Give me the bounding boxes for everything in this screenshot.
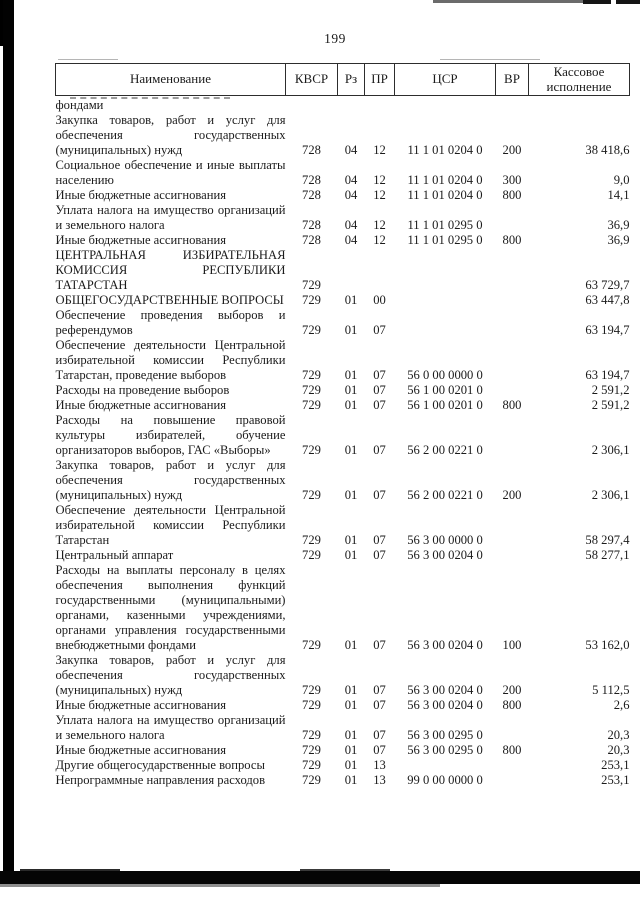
cell-vr: 800 [502,698,522,712]
cell-rz [338,96,365,114]
scan-artifact-top-right-streak [433,0,583,3]
cell-name: Другие общегосударственные вопросы [55,758,265,772]
cell-cash: 253,1 [601,773,630,787]
table-row [56,113,630,158]
cell-csr: 56 3 00 0204 0 [407,698,483,712]
table-row [56,413,630,458]
scan-artifact-top-right-streak [616,0,640,4]
page-number: 199 [324,31,346,46]
cell-pr: 07 [373,533,386,547]
cell-pr: 07 [373,698,386,712]
cell-cash: 63 194,7 [585,323,630,337]
cell-name: Обеспечение деятельности Центральной избирательной комиссии Республики Татарстан [55,503,286,547]
cell-pr: 12 [373,218,386,232]
cell-pr: 07 [373,638,386,652]
cell-name: фондами [55,98,104,112]
cell-csr: 99 0 00 0000 0 [407,773,483,787]
table-row [56,548,630,563]
cell-name: ОБЩЕГОСУДАРСТВЕННЫЕ ВОПРОСЫ [55,293,284,307]
cell-vr [496,203,529,233]
cell-cash: 2 591,2 [591,383,630,397]
cell-cash: 38 418,6 [585,143,630,157]
cell-name: Закупка товаров, работ и услуг для обеспечения государственных (муниципальных) нужд [55,653,286,697]
cell-pr: 07 [373,728,386,742]
cell-kvsr: 728 [302,233,321,247]
cell-pr: 07 [373,323,386,337]
column-header-csr: ЦСР [395,64,496,96]
table-row [56,203,630,233]
table-row [56,458,630,503]
cell-cash: 53 162,0 [585,638,630,652]
table-header-row [56,64,630,96]
table-row [56,713,630,743]
cell-rz: 01 [344,368,358,382]
cell-rz: 04 [344,233,358,247]
cell-vr: 200 [502,143,522,157]
cell-name: Закупка товаров, работ и услуг для обеспечения государственных (муниципальных) нужд [55,113,286,157]
cell-rz: 01 [344,323,358,337]
cell-vr [496,503,529,548]
cell-vr: 100 [502,638,522,652]
cell-kvsr: 728 [302,188,321,202]
cell-csr: 11 1 01 0204 0 [407,188,483,202]
cell-csr: 56 3 00 0295 0 [407,728,483,742]
cell-vr [496,383,529,398]
column-header-pr: ПР [365,64,395,96]
cell-cash: 20,3 [607,743,630,757]
cell-cash: 36,9 [607,233,630,247]
cell-kvsr [286,96,338,114]
cell-kvsr: 729 [302,743,321,757]
cell-rz: 01 [344,743,358,757]
cell-vr [496,758,529,773]
cell-pr: 12 [373,233,386,247]
cell-csr: 56 0 00 0000 0 [407,368,483,382]
budget-table [55,63,630,788]
column-header-rz: Рз [338,64,365,96]
cell-name: Уплата налога на имущество организаций и земельного налога [55,203,286,232]
column-header-name: Наименование [56,64,286,96]
cell-kvsr: 729 [302,278,321,292]
cell-pr: 07 [373,383,386,397]
cell-vr: 200 [502,683,522,697]
cell-name: Непрограммные направления расходов [55,773,266,787]
cell-csr: 11 1 01 0295 0 [407,218,483,232]
table-row [56,503,630,548]
cell-csr: 11 1 01 0204 0 [407,143,483,157]
cell-kvsr: 729 [302,683,321,697]
table-row [56,743,630,758]
cell-rz: 01 [344,548,358,562]
cell-vr: 800 [502,188,522,202]
cell-cash: 14,1 [607,188,630,202]
table-row [56,758,630,773]
cell-cash: 5 112,5 [592,683,630,697]
cell-csr [395,308,496,338]
cell-pr [365,248,395,293]
cell-kvsr: 729 [302,488,321,502]
cell-csr [395,96,496,114]
cell-cash: 63 447,8 [585,293,630,307]
cell-pr [365,96,395,114]
cell-pr: 07 [373,548,386,562]
cell-kvsr: 729 [302,728,321,742]
cell-cash: 2 306,1 [591,443,630,457]
table-row [56,653,630,698]
cell-pr: 07 [373,743,386,757]
cell-kvsr: 729 [302,323,321,337]
scan-artifact-ghost-line [58,59,118,60]
cell-rz: 04 [344,173,358,187]
cell-csr: 56 3 00 0204 0 [407,683,483,697]
cell-csr: 56 3 00 0204 0 [407,548,483,562]
cell-name: Обеспечение деятельности Центральной избирательной комиссии Республики Татарстан, проведение выборов [55,338,286,382]
cell-name: Обеспечение проведения выборов и референдумов [55,308,286,337]
cell-name: Иные бюджетные ассигнования [55,398,227,412]
cell-kvsr: 728 [302,218,321,232]
cell-rz: 01 [344,398,358,412]
scan-artifact-bottom-nub [300,869,390,871]
cell-kvsr: 729 [302,293,321,307]
cell-vr [496,248,529,293]
cell-pr: 00 [373,293,386,307]
table-row [56,773,630,788]
cell-vr [496,308,529,338]
table-row [56,338,630,383]
table-row [56,563,630,653]
cell-cash: 58 297,4 [585,533,630,547]
cell-name: Иные бюджетные ассигнования [55,698,227,712]
cell-name: Иные бюджетные ассигнования [55,233,227,247]
cell-csr: 56 1 00 0201 0 [407,398,483,412]
cell-name: Центральный аппарат [55,548,174,562]
table-row [56,96,630,114]
cell-cash: 9,0 [613,173,630,187]
cell-kvsr: 729 [302,548,321,562]
cell-csr: 56 3 00 0000 0 [407,533,483,547]
cell-cash: 2 591,2 [591,398,630,412]
cell-cash: 2,6 [613,698,630,712]
cell-pr: 07 [373,488,386,502]
cell-csr: 56 2 00 0221 0 [407,488,483,502]
cell-vr [496,338,529,383]
scan-artifact-top-right-streak [583,0,611,4]
cell-kvsr: 729 [302,533,321,547]
cell-rz: 01 [344,728,358,742]
cell-vr: 300 [502,173,522,187]
cell-name: Иные бюджетные ассигнования [55,743,227,757]
cell-kvsr: 729 [302,398,321,412]
cell-kvsr: 729 [302,773,321,787]
cell-rz: 01 [344,758,358,772]
cell-cash: 63 194,7 [585,368,630,382]
cell-rz: 01 [344,698,358,712]
cell-kvsr: 729 [302,443,321,457]
cell-rz: 01 [344,683,358,697]
cell-rz: 01 [344,383,358,397]
cell-cash: 20,3 [607,728,630,742]
cell-vr: 800 [502,398,522,412]
table-row [56,698,630,713]
cell-kvsr: 729 [302,368,321,382]
cell-pr: 07 [373,683,386,697]
cell-csr: 11 1 01 0204 0 [407,173,483,187]
cell-vr [496,413,529,458]
cell-rz: 04 [344,218,358,232]
table-row [56,293,630,308]
cell-csr: 11 1 01 0295 0 [407,233,483,247]
scan-artifact-left-corner-block [0,0,13,46]
cell-pr: 12 [373,143,386,157]
cell-cash: 63 729,7 [585,278,630,292]
cell-name: Расходы на проведение выборов [55,383,230,397]
scan-artifact-bottom-gray-line [0,884,440,887]
cell-kvsr: 729 [302,698,321,712]
cell-csr: 56 2 00 0221 0 [407,443,483,457]
table-row [56,233,630,248]
cell-vr: 800 [502,233,522,247]
cell-pr: 07 [373,398,386,412]
cell-vr [496,713,529,743]
cell-rz: 01 [344,293,358,307]
cell-name: Расходы на повышение правовой культуры избирателей, обучение организаторов выборов, ГАС «Выборы» [55,413,286,457]
cell-name: Расходы на выплаты персоналу в целях обеспечения выполнения функций государственными (муниципальными) органами, казенными учреждениями, органами управления государственными внебюджетными фондами [55,563,286,652]
scan-artifact-bottom-nub [20,869,120,871]
cell-csr [395,293,496,308]
cell-cash [529,96,630,114]
cell-kvsr: 729 [302,383,321,397]
cell-kvsr: 728 [302,173,321,187]
cell-cash: 2 306,1 [591,488,630,502]
cell-vr [496,548,529,563]
cell-rz [338,248,365,293]
cell-csr: 56 3 00 0295 0 [407,743,483,757]
scan-artifact-ghost-line [440,59,540,60]
cell-cash: 58 277,1 [585,548,630,562]
cell-rz: 04 [344,143,358,157]
cell-csr [395,248,496,293]
column-header-cash: Кассовое исполнение [529,64,630,96]
cell-vr: 200 [502,488,522,502]
cell-cash: 36,9 [607,218,630,232]
cell-csr [395,758,496,773]
table-row [56,383,630,398]
scan-artifact-bottom-bar [0,871,640,884]
cell-kvsr: 729 [302,758,321,772]
scan-artifact-left-bar [3,0,14,880]
cell-rz: 04 [344,188,358,202]
cell-name: Социальное обеспечение и иные выплаты населению [55,158,286,187]
cell-cash: 253,1 [601,758,630,772]
cell-vr [496,293,529,308]
table-row [56,248,630,293]
cell-vr [496,773,529,788]
cell-kvsr: 728 [302,143,321,157]
table-row [56,188,630,203]
cell-rz: 01 [344,773,358,787]
cell-name: Иные бюджетные ассигнования [55,188,227,202]
cell-pr: 13 [373,773,386,787]
cell-pr: 12 [373,173,386,187]
cell-csr: 56 1 00 0201 0 [407,383,483,397]
table-row [56,398,630,413]
cell-name: Закупка товаров, работ и услуг для обеспечения государственных (муниципальных) нужд [55,458,286,502]
column-header-kvsr: КВСР [286,64,338,96]
cell-csr: 56 3 00 0204 0 [407,638,483,652]
cell-vr: 800 [502,743,522,757]
cell-pr: 13 [373,758,386,772]
table-row [56,308,630,338]
cell-pr: 07 [373,368,386,382]
cell-rz: 01 [344,443,358,457]
column-header-vr: ВР [496,64,529,96]
cell-kvsr: 729 [302,638,321,652]
table-body [56,96,630,789]
cell-rz: 01 [344,638,358,652]
table-header [56,64,630,96]
table-row [56,158,630,188]
cell-pr: 12 [373,188,386,202]
cell-name: ЦЕНТРАЛЬНАЯ ИЗБИРАТЕЛЬНАЯ КОМИССИЯ РЕСПУБЛИКИ ТАТАРСТАН [55,248,286,292]
cell-name: Уплата налога на имущество организаций и земельного налога [55,713,286,742]
cell-vr [496,96,529,114]
cell-pr: 07 [373,443,386,457]
cell-rz: 01 [344,488,358,502]
cell-rz: 01 [344,533,358,547]
